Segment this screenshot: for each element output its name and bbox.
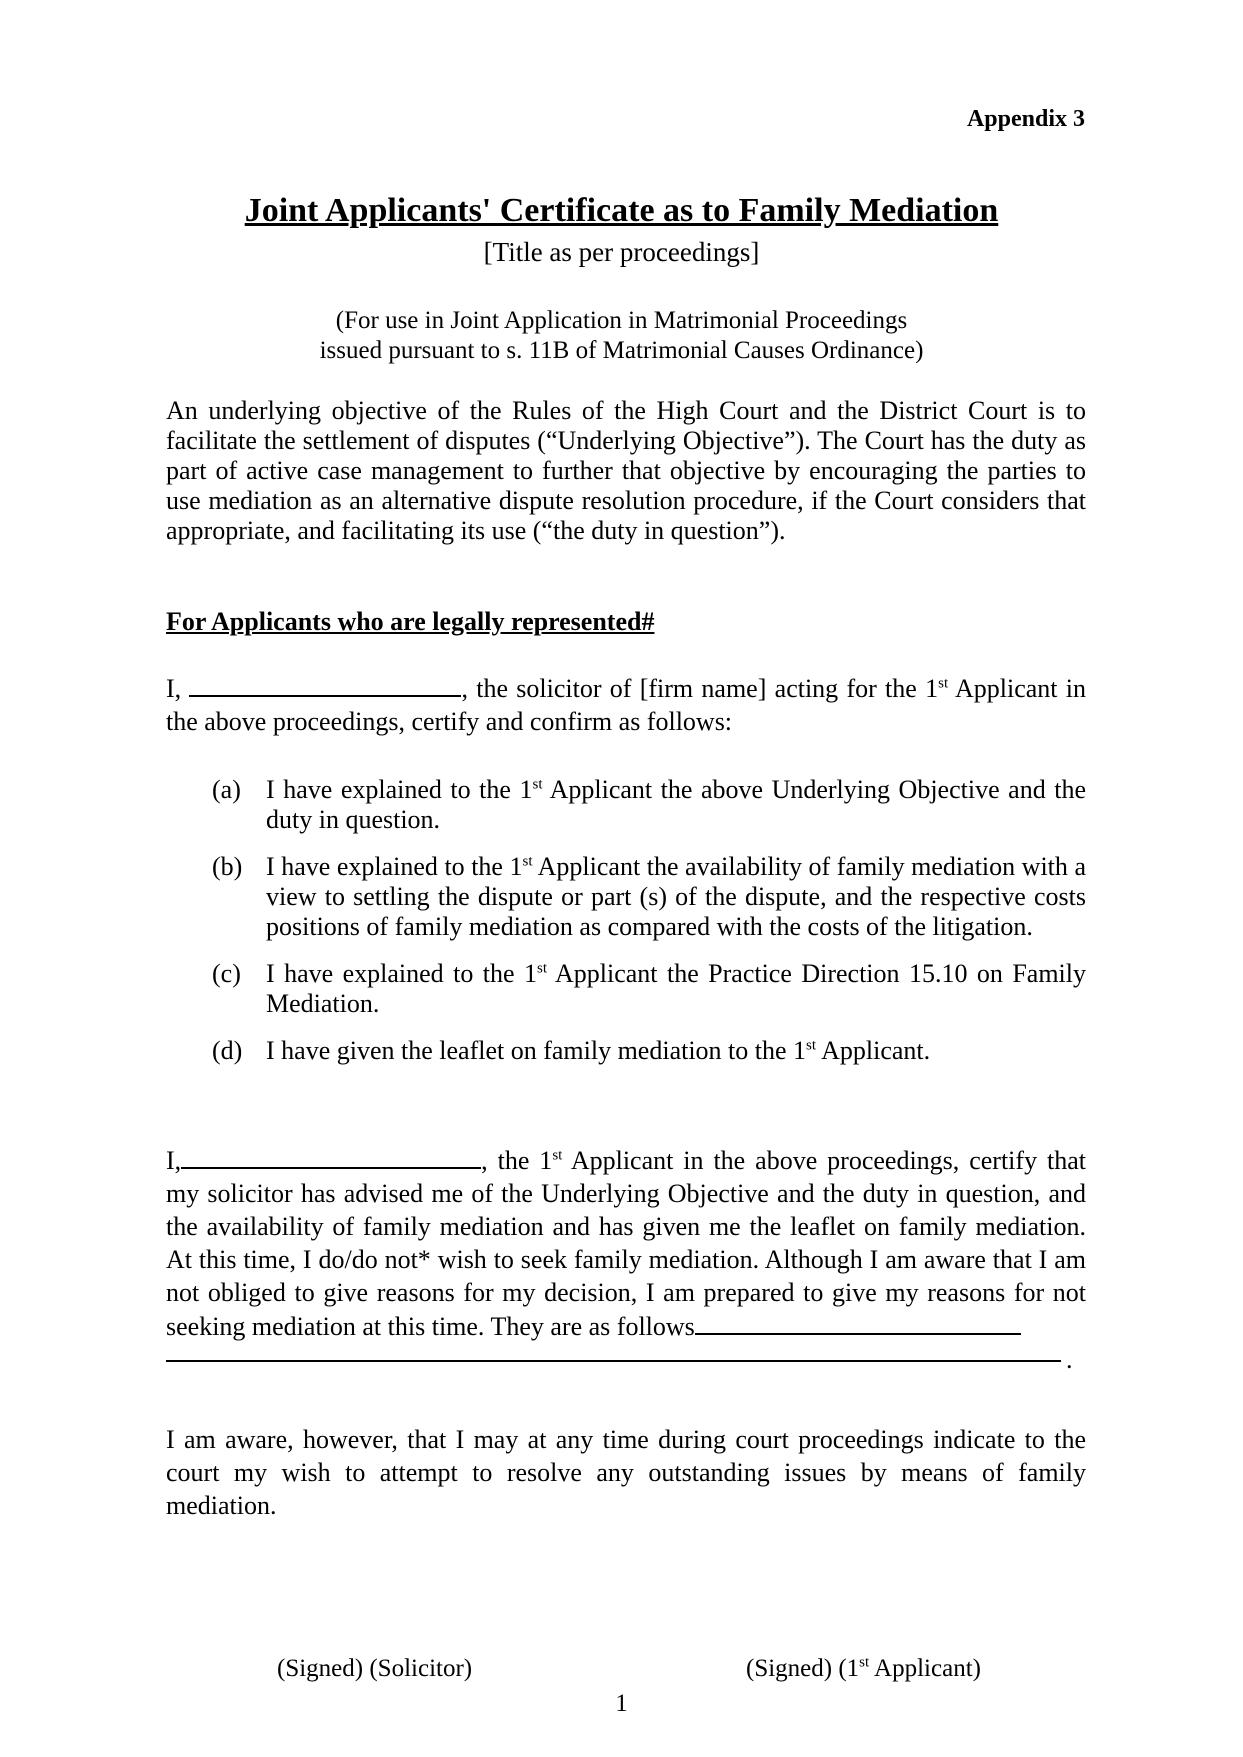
signature-solicitor: (Signed) (Solicitor): [277, 1655, 473, 1682]
signature-applicant-a: (Signed) (1: [746, 1655, 860, 1682]
list-item-label: (c): [212, 959, 241, 988]
applicant-statement-sup: st: [552, 1147, 563, 1164]
list-item: [212, 852, 1086, 942]
document-subtitle: [Title as per proceedings]: [483, 237, 760, 267]
solicitor-statement-prefix: I,: [166, 674, 182, 703]
list-item-sup: st: [532, 776, 543, 793]
confirmation-list: [212, 775, 1086, 1083]
list-item-text-a: I have explained to the 1: [266, 852, 523, 881]
list-item-sup: st: [806, 1037, 817, 1054]
applicant-name-field[interactable]: [181, 1143, 481, 1169]
section-heading: For Applicants who are legally represented#: [166, 607, 655, 636]
solicitor-statement-sup: st: [938, 675, 949, 692]
list-item: [212, 775, 1086, 835]
solicitor-statement-text-b: Applicant in the above proceedings, certify and confirm as follows:: [166, 674, 1087, 736]
reasons-end-dot: .: [1066, 1345, 1073, 1374]
list-item-label: (b): [212, 852, 243, 881]
applicant-statement-prefix: I,: [166, 1146, 182, 1175]
page-number: 1: [615, 1690, 628, 1717]
usage-note-line-2: issued pursuant to s. 11B of Matrimonial Causes Ordinance): [319, 337, 924, 364]
list-item: [212, 959, 1086, 1019]
signature-applicant-b: Applicant): [869, 1655, 981, 1682]
intro-paragraph: An underlying objective of the Rules of the High Court and the District Court is to facilitate the settlement of disputes (“Underlying Objective”). The Court has the duty as part of active case management to further that objective by encouraging the parties to use mediation as an alternative dispute resolution procedure, if the Court considers that appropriate, and facilitating its use (“the duty in question”).: [166, 396, 1086, 545]
list-item-text: [266, 959, 1086, 1019]
list-item-text-b: Applicant the Practice Direction 15.10 on Family Mediation.: [266, 959, 1086, 1018]
signature-applicant-sup: st: [859, 1654, 870, 1671]
usage-note: [0, 306, 1243, 366]
list-item-sup: st: [536, 960, 547, 977]
list-item-label: (d): [212, 1036, 243, 1065]
list-item-text-b: Applicant the availability of family mediation with a view to settling the dispute or part (s) of the dispute, and the respective costs positions of family mediation as compared with the costs of the litigation.: [266, 852, 1086, 941]
applicant-statement-text-a: , the 1: [481, 1146, 553, 1175]
solicitor-statement: [166, 671, 1086, 738]
list-item-text-b: Applicant the above Underlying Objective and the duty in question.: [266, 775, 1086, 834]
list-item-text-a: I have explained to the 1: [266, 959, 537, 988]
list-item-text-a: I have explained to the 1: [266, 775, 533, 804]
reasons-field[interactable]: [695, 1309, 1021, 1335]
signature-applicant: [746, 1654, 981, 1684]
list-item-label: (a): [212, 775, 241, 804]
list-item: [212, 1036, 1086, 1066]
reasons-continuation-field[interactable]: [166, 1358, 1061, 1362]
list-item-text: [266, 775, 1086, 835]
applicant-statement-text-b: Applicant in the above proceedings, certify that my solicitor has advised me of the Underlying Objective and the duty in question, and the availability of family mediation and has given me the leaflet on family mediation. At this time, I do/do not* wish to seek family mediation. Although I am aware that I am not obliged to give reasons for my decision, I am prepared to give my reasons for not seeking mediation at this time. They are as follows: [166, 1146, 1086, 1341]
usage-note-line-1: (For use in Joint Application in Matrimonial Proceedings: [335, 307, 908, 334]
awareness-paragraph: I am aware, however, that I may at any time during court proceedings indicate to the court my wish to attempt to resolve any outstanding issues by means of family mediation.: [166, 1425, 1086, 1520]
appendix-label: Appendix 3: [966, 106, 1085, 132]
applicant-statement: [166, 1143, 1086, 1343]
list-item-text-a: I have given the leaflet on family mediation to the 1: [266, 1036, 807, 1065]
list-item-text: [266, 852, 1086, 942]
solicitor-statement-text-a: , the solicitor of [firm name] acting for the 1: [461, 674, 939, 703]
solicitor-name-field[interactable]: [189, 671, 461, 697]
list-item-text-b: Applicant.: [816, 1036, 931, 1065]
list-item-text: [266, 1036, 1086, 1066]
list-item-sup: st: [522, 853, 533, 870]
document-title: Joint Applicants' Certificate as to Family Mediation: [244, 192, 999, 229]
